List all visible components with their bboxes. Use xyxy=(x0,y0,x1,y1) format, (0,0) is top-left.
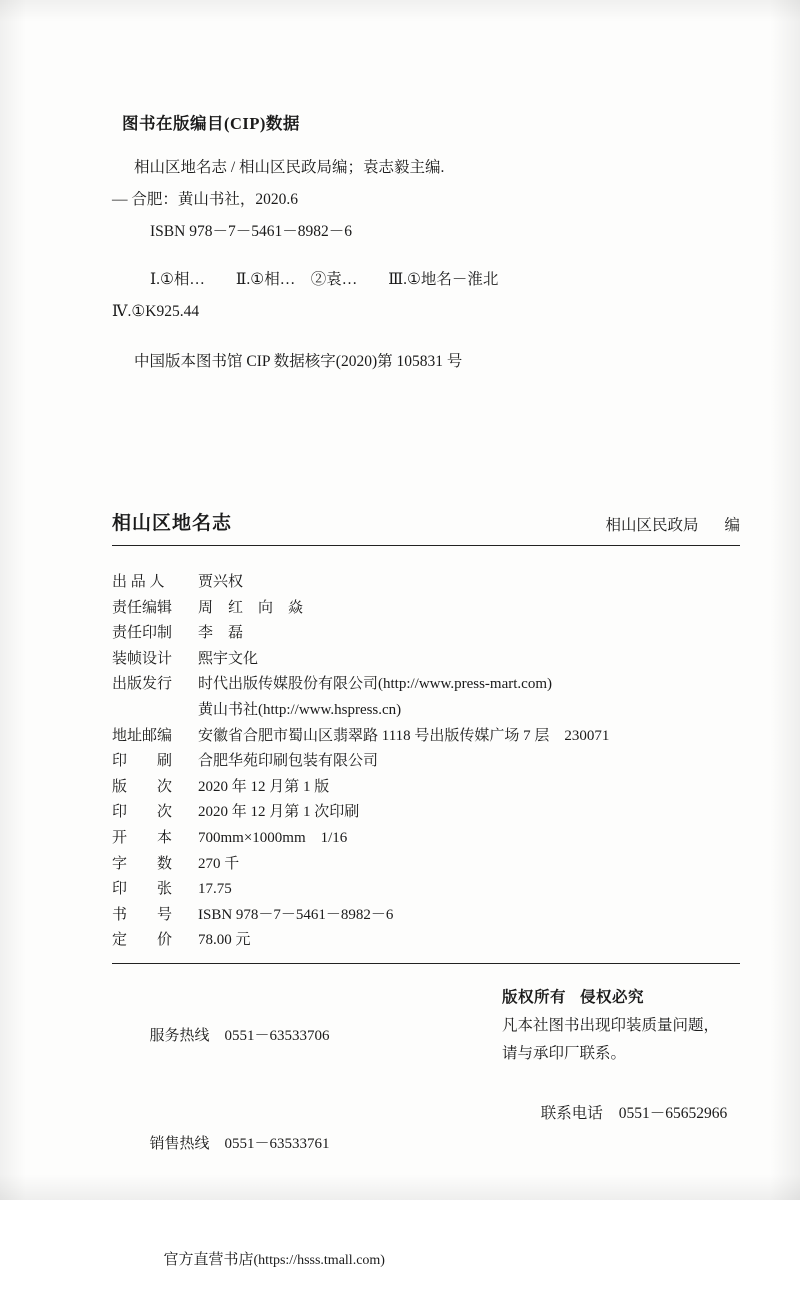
cip-imprint: — 合肥：黄山书社，2020.6 xyxy=(112,191,299,208)
service-hotline-row xyxy=(112,982,385,1090)
service-hotline-label: 服务热线 xyxy=(149,1028,210,1044)
cip-national-number: 中国版本图书馆 CIP 数据核字(2020)第 105831 号 xyxy=(134,353,463,370)
footer-contact-block xyxy=(112,980,385,1315)
detail-label: 责任印制 xyxy=(112,625,173,642)
sales-hotline-row xyxy=(112,1090,385,1198)
detail-value: 700mm×1000mm 1/16 xyxy=(198,829,348,846)
detail-value-publisher-secondary: 黄山书社(http://www.hspress.cn) xyxy=(198,701,402,718)
book-editor-word: 编 xyxy=(724,517,740,534)
detail-value: 2020 年 12 月第 1 版 xyxy=(198,778,330,795)
detail-row-price xyxy=(112,928,740,954)
cip-title-statement: 相山区地名志 / 相山区民政局编；袁志毅主编. xyxy=(134,159,445,176)
colophon-header xyxy=(112,508,740,535)
detail-label: 装帧设计 xyxy=(112,650,173,667)
detail-value: 合肥华苑印刷包装有限公司 xyxy=(198,753,379,770)
contact-phone-label: 联系电话 xyxy=(540,1105,603,1122)
detail-label: 地址邮编 xyxy=(112,727,173,744)
detail-row-publisher xyxy=(112,672,740,698)
detail-label: 责任编辑 xyxy=(112,599,173,616)
detail-value: 贾兴权 xyxy=(198,574,244,590)
detail-label: 出版发行 xyxy=(112,676,173,693)
copyright-title xyxy=(502,984,740,1012)
detail-value: 270 千 xyxy=(198,855,240,872)
detail-value: 周 红 向 焱 xyxy=(198,599,304,616)
copyright-notice-block xyxy=(502,980,740,1315)
service-hotline-number: 0551－63533706 xyxy=(224,1028,330,1044)
detail-value: 安徽省合肥市蜀山区翡翠路 1118 号出版传媒广场 7 层 230071 xyxy=(198,727,610,744)
page-content xyxy=(112,0,740,1268)
book-author-line xyxy=(605,513,740,535)
detail-row-sheets xyxy=(112,877,740,903)
cip-heading: 图书在版编目(CIP)数据 xyxy=(122,114,300,133)
book-title: 相山区地名志 xyxy=(112,513,233,534)
detail-row-cover-design xyxy=(112,647,740,673)
official-store-label: 官方直营书店 xyxy=(163,1252,254,1268)
detail-label: 开 本 xyxy=(112,829,173,846)
cip-isbn: ISBN 978－7－5461－8982－6 xyxy=(150,223,352,240)
detail-label: 定 价 xyxy=(112,932,173,949)
cip-classification-primary: Ⅰ.①相… Ⅱ.①相… ②袁… Ⅲ.①地名－淮北 xyxy=(150,271,499,288)
detail-row-edition xyxy=(112,775,740,801)
detail-row-printer xyxy=(112,749,740,775)
sales-hotline-number: 0551－63533761 xyxy=(224,1136,330,1152)
detail-row-word-count xyxy=(112,852,740,878)
detail-row-producer xyxy=(112,570,740,596)
footer xyxy=(112,980,740,1315)
detail-row-address xyxy=(112,724,740,750)
detail-value: 熙宇文化 xyxy=(198,650,259,667)
divider-top xyxy=(112,545,740,546)
divider-bottom xyxy=(112,963,740,964)
official-store-url[interactable]: (https://hsss.tmall.com) xyxy=(253,1253,385,1268)
sales-hotline-label: 销售热线 xyxy=(149,1136,210,1152)
page-edge-shading-left xyxy=(0,0,26,1200)
detail-value: 78.00 元 xyxy=(198,932,251,949)
cip-classification-secondary: Ⅳ.①K925.44 xyxy=(112,303,200,320)
book-author: 相山区民政局 xyxy=(605,517,699,534)
detail-row-print-supervisor xyxy=(112,621,740,647)
detail-row-format xyxy=(112,826,740,852)
detail-value: 17.75 xyxy=(198,881,232,898)
copyright-title-part1: 版权所有 xyxy=(502,989,567,1006)
detail-label: 印 次 xyxy=(112,804,173,821)
contact-phone-number: 0551－65652966 xyxy=(618,1105,728,1122)
detail-label: 出 品 人 xyxy=(112,574,165,590)
detail-label: 字 数 xyxy=(112,855,173,872)
publication-details xyxy=(112,570,740,954)
detail-row-book-number xyxy=(112,903,740,929)
detail-value: 李 磊 xyxy=(198,625,244,642)
detail-label: 版 次 xyxy=(112,778,173,795)
detail-label: 印 张 xyxy=(112,881,173,898)
detail-label: 书 号 xyxy=(112,906,173,923)
official-store-row[interactable] xyxy=(112,1206,385,1315)
detail-row-impression xyxy=(112,800,740,826)
copyright-title-part2: 侵权必究 xyxy=(580,989,645,1006)
contact-phone-row xyxy=(502,1072,740,1156)
detail-value: 时代出版传媒股份有限公司(http://www.press-mart.com) xyxy=(198,676,552,693)
detail-value: 2020 年 12 月第 1 次印刷 xyxy=(198,804,360,821)
detail-label: 印 刷 xyxy=(112,753,173,770)
quality-notice-line2: 请与承印厂联系。 xyxy=(502,1045,627,1062)
quality-notice-line1: 凡本社图书出现印装质量问题， xyxy=(502,1017,720,1034)
page-edge-shading-right xyxy=(770,0,800,1200)
detail-row-responsible-editor xyxy=(112,596,740,622)
cip-block xyxy=(112,152,740,378)
detail-value: ISBN 978－7－5461－8982－6 xyxy=(198,906,394,923)
